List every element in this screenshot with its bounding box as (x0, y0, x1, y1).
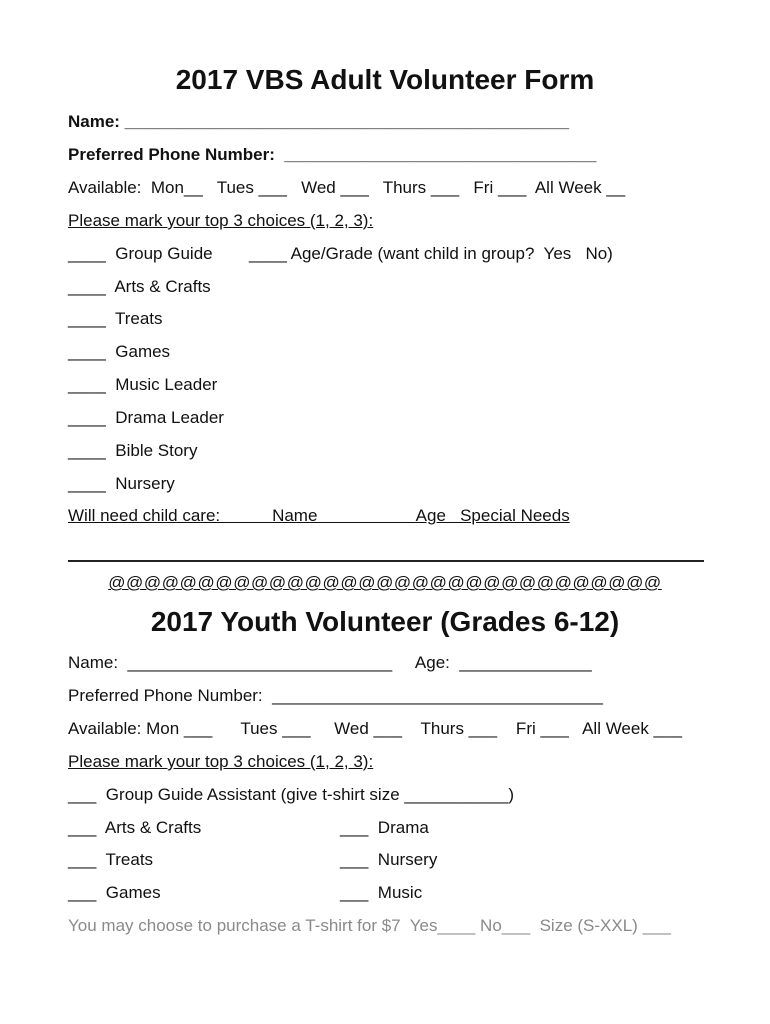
youth-phone-field: Preferred Phone Number: ___________________________________ (68, 686, 604, 705)
section-divider (68, 560, 704, 562)
youth-role-item: ___ Treats (68, 850, 154, 869)
adult-childcare-line: Will need child care: Name Age Special Needs (68, 506, 570, 525)
adult-role-item: ____ Nursery (68, 474, 175, 493)
youth-role-group-guide-assistant: ___ Group Guide Assistant (give t-shirt size ___________) (68, 785, 515, 804)
youth-role-item: ___ Arts & Crafts (68, 818, 202, 837)
youth-form-title: 2017 Youth Volunteer (Grades 6-12) (150, 606, 620, 637)
adult-name-field: Name: _______________________________________________ (68, 112, 570, 131)
youth-role-item: ___ Drama (340, 818, 429, 837)
adult-role-item: ____ Bible Story (68, 441, 198, 460)
youth-role-item: ___ Games (68, 883, 161, 902)
youth-choices-heading: Please mark your top 3 choices (1, 2, 3): (68, 752, 374, 771)
adult-role-item: ____ Drama Leader (68, 408, 224, 427)
youth-role-item: ___ Nursery (340, 850, 438, 869)
youth-availability: Available: Mon ___ Tues ___ Wed ___ Thurs ___ Fri ___ All Week ___ (68, 719, 682, 738)
adult-role-item: ____ Games (68, 342, 171, 361)
tshirt-purchase-line: You may choose to purchase a T-shirt for $7 Yes____ No___ Size (S-XXL) ___ (68, 916, 671, 935)
youth-name-age-field: Name: ____________________________ Age: ______________ (68, 653, 592, 672)
adult-role-group-guide: ____ Group Guide (68, 244, 213, 263)
adult-age-grade: ____ Age/Grade (want child in group? Yes No) (249, 244, 613, 263)
adult-choices-heading: Please mark your top 3 choices (1, 2, 3): (68, 211, 374, 230)
adult-phone-field: Preferred Phone Number: _________________________________ (68, 145, 597, 164)
adult-role-item: ____ Treats (68, 309, 163, 328)
adult-form-title: 2017 VBS Adult Volunteer Form (175, 64, 595, 95)
adult-role-item: ____ Music Leader (68, 375, 218, 394)
separator-line: @@@@@@@@@@@@@@@@@@@@@@@@@@@@@@@ (108, 573, 662, 592)
adult-availability: Available: Mon__ Tues ___ Wed ___ Thurs ___ Fri ___ All Week __ (68, 178, 626, 197)
youth-role-item: ___ Music (340, 883, 423, 902)
adult-role-item: ____ Arts & Crafts (68, 277, 211, 296)
